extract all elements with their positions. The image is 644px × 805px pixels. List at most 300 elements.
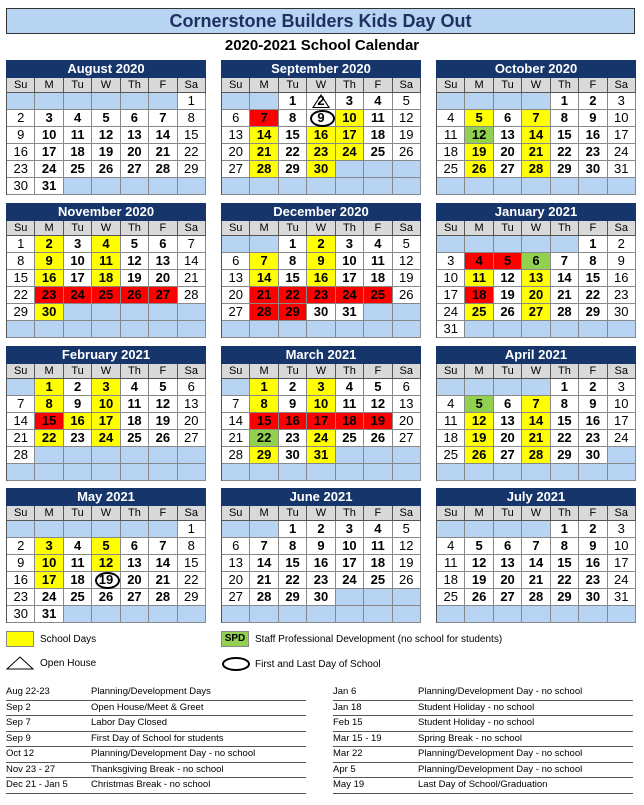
day-cell: 15 [7,270,35,287]
day-cell: 11 [336,396,364,413]
day-cell: 26 [364,430,392,447]
day-cell: 22 [279,287,307,304]
day-cell: 29 [279,161,307,178]
month-title: April 2021 [436,346,636,364]
day-cell: 1 [178,521,206,538]
weekday-header: Sa [608,364,636,379]
day-cell: 6 [494,110,522,127]
empty-cell [494,521,522,538]
day-cell: 8 [35,396,63,413]
month-calendar [436,60,636,195]
day-cell: 13 [494,555,522,572]
note-row [333,778,633,794]
day-cell: 29 [551,589,579,606]
weekday-header: Su [7,221,35,236]
note-date: Sep 7 [6,717,31,728]
note-row [6,747,306,763]
weekday-header: Tu [494,506,522,521]
day-cell: 18 [465,287,493,304]
day-cell: 9 [579,538,607,555]
legend-spd [221,631,502,647]
day-cell: 22 [35,430,63,447]
day-cell: 24 [64,287,92,304]
weekday-header: Tu [64,506,92,521]
day-cell: 30 [579,161,607,178]
day-cell: 4 [437,110,465,127]
empty-cell [551,321,579,338]
day-cell: 8 [250,396,278,413]
day-cell: 25 [437,589,465,606]
day-cell: 29 [551,161,579,178]
empty-cell [178,178,206,195]
day-cell: 11 [64,127,92,144]
day-cell: 31 [35,606,63,623]
empty-cell [307,178,335,195]
empty-cell [393,464,421,481]
day-cell: 25 [364,144,392,161]
day-cell: 7 [222,396,250,413]
empty-cell [437,236,465,253]
day-cell: 27 [121,161,149,178]
day-cell: 3 [336,236,364,253]
weekday-header: Sa [608,78,636,93]
school-days-swatch [6,631,34,647]
empty-cell [465,93,493,110]
day-cell: 4 [92,236,120,253]
day-cell: 23 [579,572,607,589]
note-text: Planning/Development Day - no school [418,748,583,759]
empty-cell [149,464,177,481]
day-cell: 2 [7,110,35,127]
day-cell: 1 [279,93,307,110]
month-title: July 2021 [436,488,636,506]
month-calendar [436,488,636,623]
empty-cell [465,321,493,338]
day-cell: 30 [35,304,63,321]
weekday-header: Th [121,364,149,379]
empty-cell [7,521,35,538]
weekday-header: Tu [279,221,307,236]
day-cell: 2 [579,521,607,538]
note-text: First Day of School for students [91,732,224,744]
empty-cell [250,521,278,538]
day-cell: 15 [579,270,607,287]
note-row [6,701,306,717]
day-cell: 8 [178,538,206,555]
day-cell: 13 [222,270,250,287]
empty-cell [64,321,92,338]
day-cell: 21 [250,287,278,304]
day-cell: 12 [494,270,522,287]
day-cell: 22 [250,430,278,447]
weekday-header: M [35,364,63,379]
day-cell: 9 [64,396,92,413]
weekday-header: W [307,78,335,93]
weekday-header: M [250,78,278,93]
day-cell: 14 [149,555,177,572]
weekday-header: M [250,221,278,236]
weekday-header: Tu [279,78,307,93]
day-cell: 6 [121,110,149,127]
day-cell: 6 [393,379,421,396]
day-cell: 21 [178,270,206,287]
month-calendar [221,346,421,481]
weekday-header: Tu [279,364,307,379]
day-cell: 15 [279,270,307,287]
day-cell: 20 [494,572,522,589]
empty-cell [35,464,63,481]
day-cell: 17 [35,572,63,589]
empty-cell [307,464,335,481]
day-cell: 2 [307,236,335,253]
note-row [333,763,633,779]
day-cell: 29 [178,161,206,178]
empty-cell [250,236,278,253]
day-cell: 30 [279,447,307,464]
note-row [333,732,633,748]
note-date: Jan 18 [333,701,362,713]
weekday-header: Sa [608,506,636,521]
weekday-header: M [35,78,63,93]
empty-cell [222,464,250,481]
empty-cell [608,464,636,481]
day-cell: 4 [465,253,493,270]
empty-cell [522,93,550,110]
day-cell: 29 [279,304,307,321]
empty-cell [149,447,177,464]
note-text: Spring Break - no school [418,732,523,744]
empty-cell [393,161,421,178]
day-cell: 8 [279,253,307,270]
day-cell: 21 [522,144,550,161]
empty-cell [121,93,149,110]
day-cell: 23 [307,287,335,304]
empty-cell [92,447,120,464]
weekday-header: Tu [494,221,522,236]
weekday-header: Tu [64,221,92,236]
weekday-header: F [579,221,607,236]
day-cell: 17 [336,127,364,144]
day-cell: 20 [178,413,206,430]
day-cell: 18 [364,555,392,572]
day-cell: 15 [250,413,278,430]
note-text: Last Day of School/Graduation [418,779,548,790]
weekday-header: Sa [178,506,206,521]
empty-cell [522,464,550,481]
day-cell: 25 [437,161,465,178]
empty-cell [579,464,607,481]
day-cell: 8 [279,110,307,127]
day-cell: 12 [465,127,493,144]
day-cell: 13 [222,555,250,572]
weekday-header: W [92,221,120,236]
day-cell: 3 [35,110,63,127]
day-cell: 6 [522,253,550,270]
day-cell: 11 [364,253,392,270]
weekday-header: W [92,506,120,521]
day-cell: 24 [608,144,636,161]
day-cell: 3 [92,379,120,396]
empty-cell [279,464,307,481]
day-cell: 23 [64,430,92,447]
weekday-header: W [307,221,335,236]
note-row [6,763,306,779]
day-cell: 4 [437,538,465,555]
month-calendar [6,346,206,481]
notes-right [333,685,633,794]
day-cell: 23 [307,144,335,161]
day-cell: 19 [149,413,177,430]
day-cell: 10 [64,253,92,270]
day-cell: 1 [7,236,35,253]
day-cell: 16 [7,144,35,161]
day-cell: 7 [149,110,177,127]
day-cell: 22 [279,144,307,161]
day-cell: 28 [250,161,278,178]
empty-cell [522,321,550,338]
empty-cell [336,178,364,195]
day-cell: 16 [608,270,636,287]
note-date: Oct 12 [6,748,34,759]
day-cell: 2 [579,93,607,110]
day-cell: 8 [551,396,579,413]
note-row [6,716,306,732]
month-calendar [221,488,421,623]
day-cell: 22 [551,144,579,161]
empty-cell [222,178,250,195]
empty-cell [121,321,149,338]
note-date: May 19 [333,779,365,790]
day-cell: 23 [7,161,35,178]
day-cell: 14 [522,127,550,144]
day-cell: 18 [437,430,465,447]
note-row [333,747,633,763]
day-cell: 6 [222,538,250,555]
day-cell: 6 [222,110,250,127]
day-cell: 28 [250,589,278,606]
day-cell: 31 [608,161,636,178]
empty-cell [307,606,335,623]
weekday-header: Sa [393,364,421,379]
weekday-header: Su [437,221,465,236]
day-cell: 5 [465,538,493,555]
day-cell: 4 [437,396,465,413]
empty-cell [465,464,493,481]
day-cell: 5 [121,236,149,253]
day-cell: 21 [551,287,579,304]
day-cell: 1 [35,379,63,396]
day-cell: 12 [364,396,392,413]
day-cell: 16 [279,413,307,430]
weekday-header: Sa [178,364,206,379]
day-cell: 14 [551,270,579,287]
day-cell: 5 [149,379,177,396]
day-cell: 8 [579,253,607,270]
day-cell: 21 [250,572,278,589]
empty-cell [64,93,92,110]
day-cell: 11 [121,396,149,413]
day-cell: 11 [437,127,465,144]
day-cell: 20 [494,144,522,161]
empty-cell [364,447,392,464]
day-cell: 30 [608,304,636,321]
empty-cell [35,321,63,338]
day-cell: 12 [149,396,177,413]
day-cell: 14 [178,253,206,270]
empty-cell [364,178,392,195]
day-cell: 31 [437,321,465,338]
empty-cell [494,606,522,623]
day-cell: 1 [579,236,607,253]
day-cell: 17 [307,413,335,430]
day-cell: 24 [35,161,63,178]
note-row [333,685,633,701]
day-cell: 30 [307,161,335,178]
day-cell: 8 [551,538,579,555]
day-cell: 9 [579,396,607,413]
day-cell: 16 [579,555,607,572]
empty-cell [149,606,177,623]
weekday-header: Su [437,506,465,521]
empty-cell [437,606,465,623]
day-cell: 28 [522,447,550,464]
day-cell: 29 [250,447,278,464]
empty-cell [465,379,493,396]
weekday-header: Sa [178,221,206,236]
day-cell: 28 [7,447,35,464]
weekday-header: Th [336,221,364,236]
note-text: Student Holiday - no school [418,717,535,728]
day-cell: 13 [494,127,522,144]
day-cell: 9 [307,110,335,127]
note-text: Christmas Break - no school [91,779,211,790]
month-title: September 2020 [221,60,421,78]
day-cell: 11 [437,555,465,572]
empty-cell [307,321,335,338]
day-cell: 10 [336,253,364,270]
day-cell: 19 [92,572,120,589]
weekday-header: F [364,506,392,521]
month-calendar [6,203,206,338]
page-subtitle: 2020-2021 School Calendar [224,37,420,54]
weekday-header: F [364,221,392,236]
empty-cell [250,321,278,338]
empty-cell [250,93,278,110]
month-title: June 2021 [221,488,421,506]
day-cell: 25 [364,572,392,589]
day-cell: 22 [178,144,206,161]
day-cell: 2 [608,236,636,253]
note-row [6,732,306,748]
empty-cell [522,521,550,538]
empty-cell [35,93,63,110]
day-cell: 8 [178,110,206,127]
empty-cell [465,521,493,538]
month-calendar [221,60,421,195]
triangle-icon [6,656,34,670]
empty-cell [608,447,636,464]
note-date: Nov 23 - 27 [6,763,56,775]
day-cell: 22 [7,287,35,304]
day-cell: 18 [92,270,120,287]
note-text: Open House/Meet & Greet [91,701,204,713]
empty-cell [551,178,579,195]
empty-cell [222,379,250,396]
day-cell: 12 [393,110,421,127]
empty-cell [393,589,421,606]
day-cell: 5 [393,521,421,538]
empty-cell [551,464,579,481]
note-row [333,716,633,732]
day-cell: 25 [336,430,364,447]
day-cell: 26 [465,161,493,178]
legend-label: Open House [40,657,97,669]
day-cell: 19 [393,270,421,287]
day-cell: 27 [149,287,177,304]
day-cell: 17 [608,127,636,144]
day-cell: 18 [437,144,465,161]
day-cell: 22 [579,287,607,304]
day-cell: 14 [522,555,550,572]
day-cell: 3 [307,379,335,396]
day-cell: 4 [336,379,364,396]
weekday-header: Su [7,78,35,93]
weekday-header: Tu [64,78,92,93]
weekday-header: Sa [178,78,206,93]
empty-cell [579,606,607,623]
day-cell: 20 [222,287,250,304]
day-cell: 20 [222,144,250,161]
empty-cell [393,606,421,623]
empty-cell [522,606,550,623]
day-cell: 19 [465,430,493,447]
weekday-header: Th [336,364,364,379]
day-cell: 26 [465,589,493,606]
empty-cell [149,178,177,195]
day-cell: 7 [178,236,206,253]
month-title: November 2020 [6,203,206,221]
month-title: February 2021 [6,346,206,364]
weekday-header: Su [222,506,250,521]
day-cell: 1 [551,521,579,538]
day-cell: 19 [494,287,522,304]
weekday-header: W [522,506,550,521]
day-cell: 21 [7,430,35,447]
day-cell: 29 [279,589,307,606]
month-title: March 2021 [221,346,421,364]
day-cell: 14 [250,555,278,572]
weekday-header: Su [437,364,465,379]
month-title: October 2020 [436,60,636,78]
day-cell: 24 [608,430,636,447]
legend-label: Staff Professional Development (no school for students) [255,633,503,645]
empty-cell [551,606,579,623]
day-cell: 13 [149,253,177,270]
empty-cell [336,589,364,606]
day-cell: 14 [250,270,278,287]
day-cell: 17 [336,270,364,287]
day-cell: 11 [364,110,392,127]
day-cell: 27 [494,589,522,606]
empty-cell [178,447,206,464]
day-cell: 3 [608,93,636,110]
day-cell: 6 [121,538,149,555]
empty-cell [149,321,177,338]
empty-cell [7,464,35,481]
day-cell: 20 [494,430,522,447]
day-cell: 28 [522,161,550,178]
empty-cell [494,236,522,253]
